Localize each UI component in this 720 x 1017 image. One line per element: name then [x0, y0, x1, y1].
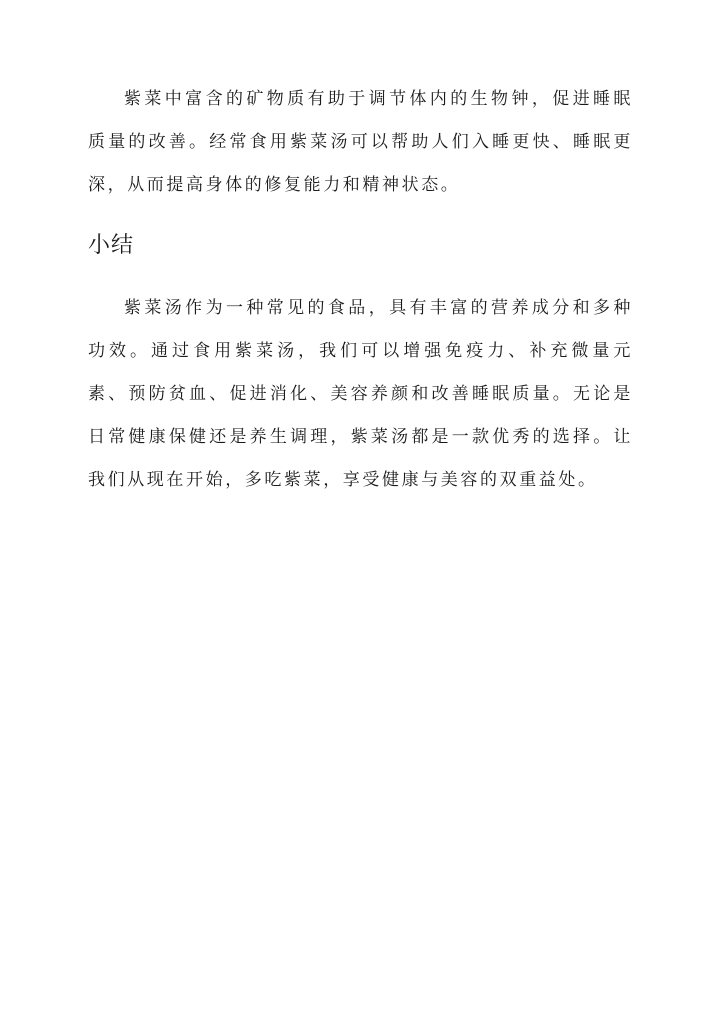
- summary-paragraph-block: [88, 287, 633, 502]
- sleep-paragraph-block: [88, 78, 633, 207]
- summary-paragraph: 紫菜汤作为一种常见的食品，具有丰富的营养成分和多种功效。通过食用紫菜汤，我们可以增强免疫力、补充微量元素、预防贫血、促进消化、美容养颜和改善睡眠质量。无论是日常健康保健还是养生调理，紫菜汤都是一款优秀的选择。让我们从现在开始，多吃紫菜，享受健康与美容的双重益处。: [88, 298, 633, 490]
- sleep-paragraph: 紫菜中富含的矿物质有助于调节体内的生物钟，促进睡眠质量的改善。经常食用紫菜汤可以帮助人们入睡更快、睡眠更深，从而提高身体的修复能力和精神状态。: [88, 89, 633, 195]
- summary-heading: 小结: [88, 233, 135, 258]
